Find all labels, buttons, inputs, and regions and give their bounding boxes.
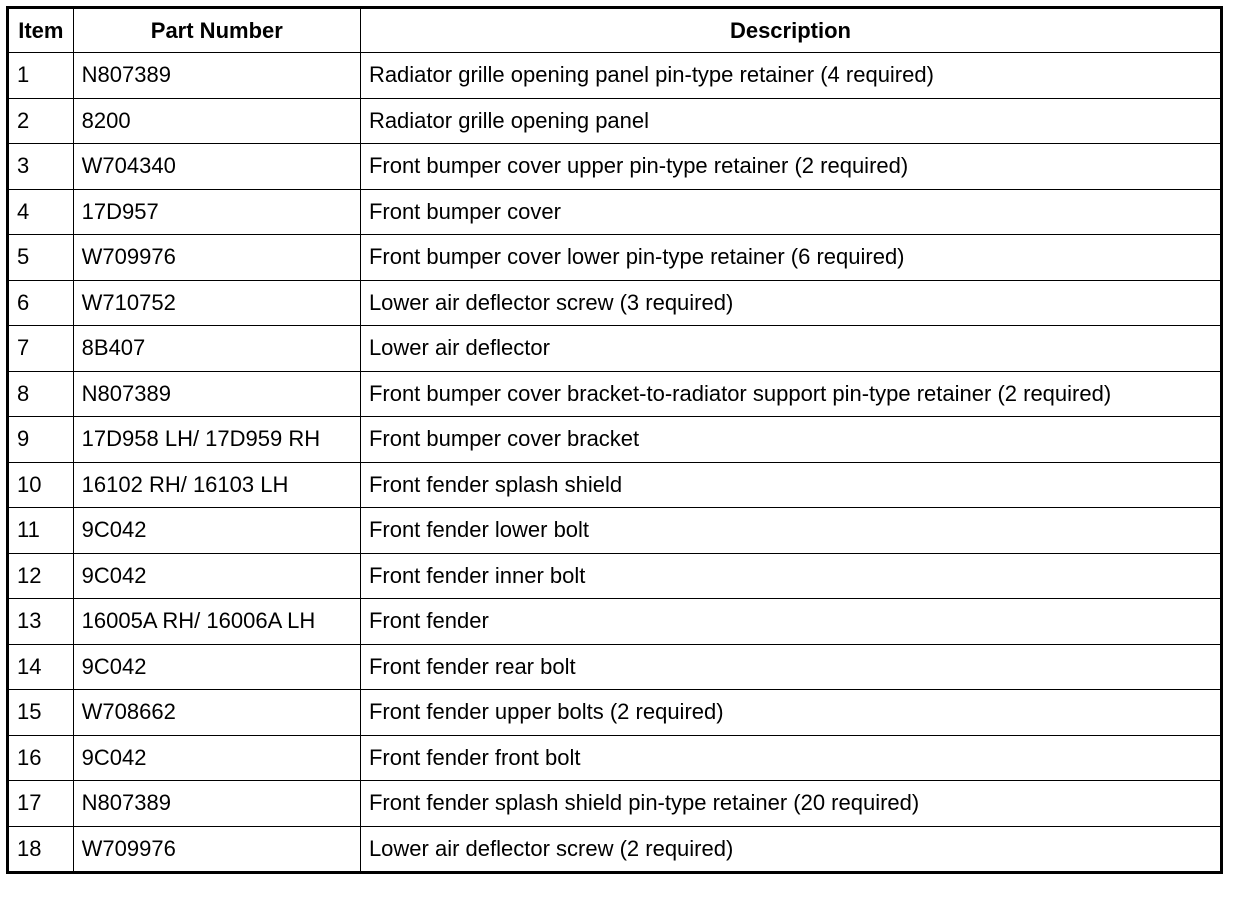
table-row (8, 553, 1222, 599)
part-number-cell: W704340 (73, 144, 360, 190)
table-row (8, 189, 1222, 235)
part-number-cell: N807389 (73, 781, 360, 827)
part-number-cell: W709976 (73, 826, 360, 873)
description-cell: Front fender upper bolts (2 required) (360, 690, 1221, 736)
part-number-cell: 8200 (73, 98, 360, 144)
part-number-cell: W708662 (73, 690, 360, 736)
part-number-cell: N807389 (73, 53, 360, 99)
table-row (8, 417, 1222, 463)
description-cell: Front fender splash shield (360, 462, 1221, 508)
part-number-cell: 9C042 (73, 508, 360, 554)
table-row (8, 462, 1222, 508)
table-row (8, 690, 1222, 736)
part-number-cell: W709976 (73, 235, 360, 281)
table-row (8, 371, 1222, 417)
table-row (8, 280, 1222, 326)
description-cell: Front fender (360, 599, 1221, 645)
description-cell: Radiator grille opening panel pin-type retainer (4 required) (360, 53, 1221, 99)
item-cell: 12 (8, 553, 74, 599)
item-cell: 2 (8, 98, 74, 144)
description-cell: Lower air deflector screw (2 required) (360, 826, 1221, 873)
description-cell: Radiator grille opening panel (360, 98, 1221, 144)
table-header-row (8, 8, 1222, 53)
description-cell: Front bumper cover upper pin-type retainer (2 required) (360, 144, 1221, 190)
table-row (8, 508, 1222, 554)
header-description: Description (360, 8, 1221, 53)
item-cell: 10 (8, 462, 74, 508)
item-cell: 8 (8, 371, 74, 417)
item-cell: 3 (8, 144, 74, 190)
part-number-cell: N807389 (73, 371, 360, 417)
table-row (8, 644, 1222, 690)
item-cell: 9 (8, 417, 74, 463)
description-cell: Front bumper cover bracket-to-radiator support pin-type retainer (2 required) (360, 371, 1221, 417)
table-row (8, 235, 1222, 281)
item-cell: 13 (8, 599, 74, 645)
item-cell: 17 (8, 781, 74, 827)
description-cell: Front fender splash shield pin-type retainer (20 required) (360, 781, 1221, 827)
description-cell: Front bumper cover (360, 189, 1221, 235)
part-number-cell: W710752 (73, 280, 360, 326)
part-number-cell: 17D957 (73, 189, 360, 235)
table-row (8, 735, 1222, 781)
item-cell: 5 (8, 235, 74, 281)
part-number-cell: 17D958 LH/ 17D959 RH (73, 417, 360, 463)
description-cell: Front fender front bolt (360, 735, 1221, 781)
description-cell: Front fender rear bolt (360, 644, 1221, 690)
item-cell: 16 (8, 735, 74, 781)
table-row (8, 144, 1222, 190)
item-cell: 7 (8, 326, 74, 372)
description-cell: Lower air deflector (360, 326, 1221, 372)
table-row (8, 781, 1222, 827)
table-row (8, 599, 1222, 645)
part-number-cell: 9C042 (73, 644, 360, 690)
item-cell: 14 (8, 644, 74, 690)
parts-table (6, 6, 1223, 874)
table-row (8, 98, 1222, 144)
item-cell: 6 (8, 280, 74, 326)
part-number-cell: 9C042 (73, 553, 360, 599)
part-number-cell: 8B407 (73, 326, 360, 372)
description-cell: Front bumper cover bracket (360, 417, 1221, 463)
item-cell: 4 (8, 189, 74, 235)
header-item: Item (8, 8, 74, 53)
item-cell: 15 (8, 690, 74, 736)
description-cell: Front fender inner bolt (360, 553, 1221, 599)
description-cell: Front fender lower bolt (360, 508, 1221, 554)
item-cell: 11 (8, 508, 74, 554)
item-cell: 1 (8, 53, 74, 99)
item-cell: 18 (8, 826, 74, 873)
table-row (8, 826, 1222, 873)
part-number-cell: 16005A RH/ 16006A LH (73, 599, 360, 645)
table-row (8, 326, 1222, 372)
part-number-cell: 9C042 (73, 735, 360, 781)
description-cell: Front bumper cover lower pin-type retainer (6 required) (360, 235, 1221, 281)
description-cell: Lower air deflector screw (3 required) (360, 280, 1221, 326)
part-number-cell: 16102 RH/ 16103 LH (73, 462, 360, 508)
header-part-number: Part Number (73, 8, 360, 53)
table-row (8, 53, 1222, 99)
